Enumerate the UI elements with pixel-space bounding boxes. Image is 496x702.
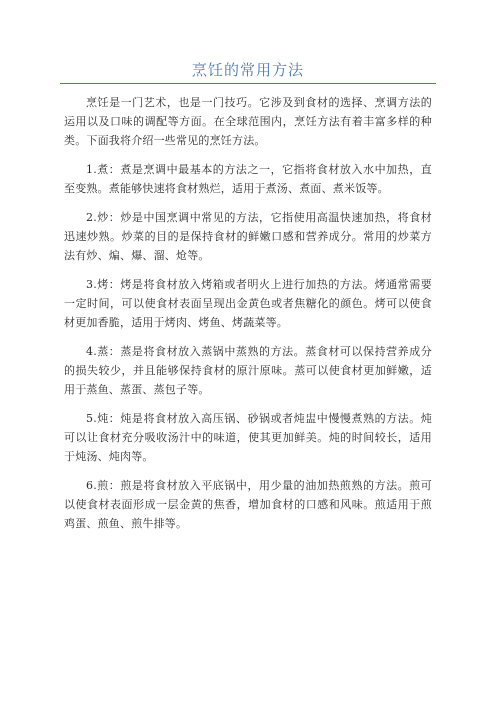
paragraph-pan-fry: 6.煎：煎是将食材放入平底锅中，用少量的油加热煎熟的方法。煎可以使食材表面形成一层金黄的焦香，增加食材的口感和风味。煎适用于煎鸡蛋、煎鱼、煎牛排等。 [64,479,432,530]
document-title: 烹饪的常用方法 [191,61,304,79]
paragraph-stew: 5.炖：炖是将食材放入高压锅、砂锅或者炖盅中慢慢煮熟的方法。炖可以让食材充分吸收汤汁中的味道，使其更加鲜美。炖的时间较长，适用于炖汤、炖肉等。 [64,412,432,463]
intro-paragraph: 烹饪是一门艺术，也是一门技巧。它涉及到食材的选择、烹调方法的运用以及口味的调配等方面。在全球范围内，烹饪方法有着丰富多样的种类。下面我将介绍一些常见的烹饪方法。 [64,96,432,147]
paragraph-boil: 1.煮：煮是烹调中最基本的方法之一，它指将食材放入水中加热，直至变熟。煮能够快速将食材熟烂，适用于煮汤、煮面、煮米饭等。 [64,163,432,195]
paragraph-steam: 4.蒸：蒸是将食材放入蒸锅中蒸熟的方法。蒸食材可以保持营养成分的损失较少，并且能够保持食材的原汁原味。蒸可以使食材更加鲜嫩，适用于蒸鱼、蒸蛋、蒸包子等。 [64,345,432,396]
title-underline [60,83,436,84]
document-body [64,93,432,543]
paragraph-roast: 3.烤：烤是将食材放入烤箱或者明火上进行加热的方法。烤通常需要一定时间，可以使食材表面呈现出金黄色或者焦糖化的颜色。烤可以使食材更加香脆，适用于烤肉、烤鱼、烤蔬菜等。 [64,278,432,329]
paragraph-stir-fry: 2.炒：炒是中国烹调中常见的方法，它指使用高温快速加热，将食材迅速炒熟。炒菜的目的是保持食材的鲜嫩口感和营养成分。常用的炒菜方法有炒、煸、爆、溜、炝等。 [64,211,432,262]
